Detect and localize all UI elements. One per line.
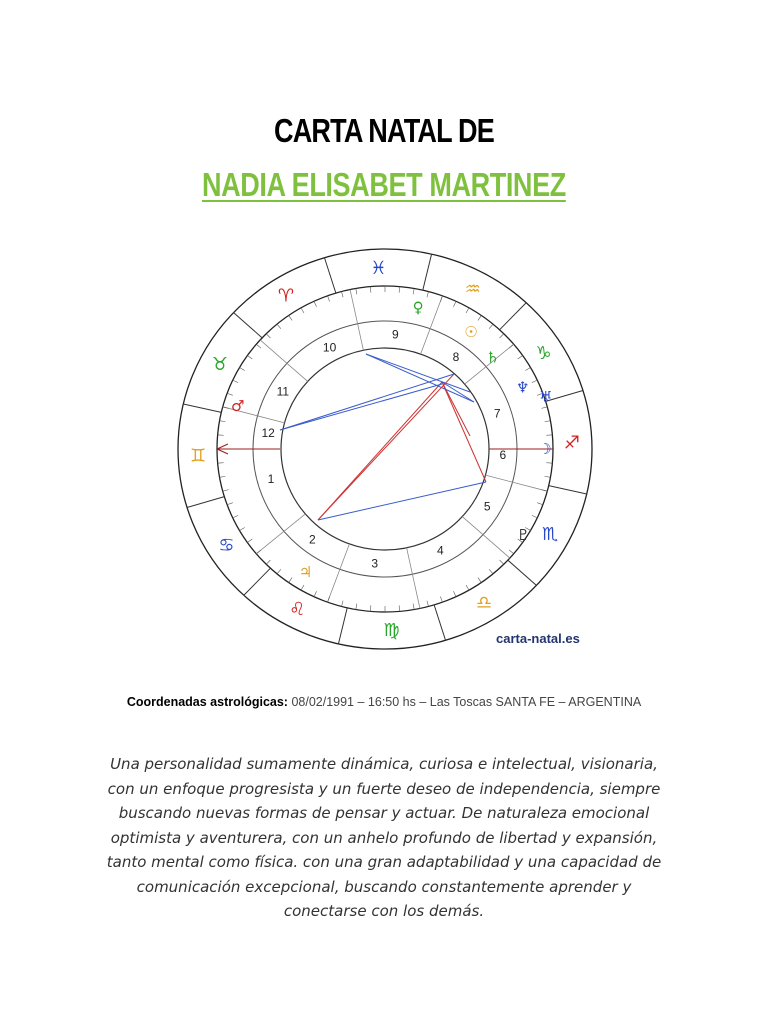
degree-tick xyxy=(546,463,552,464)
degree-tick xyxy=(356,288,357,294)
degree-tick xyxy=(532,380,537,383)
degree-tick xyxy=(289,578,292,583)
degree-tick xyxy=(301,308,304,313)
degree-tick xyxy=(289,315,292,320)
sign-divider xyxy=(423,254,432,290)
degree-tick xyxy=(399,287,400,293)
sign-divider xyxy=(508,560,537,585)
taurus-icon: ♉ xyxy=(211,354,228,376)
degree-tick xyxy=(489,569,493,574)
house-cusp xyxy=(328,544,350,602)
degree-tick xyxy=(223,407,229,409)
degree-tick xyxy=(247,356,252,359)
aries-icon: ♈ xyxy=(277,285,294,307)
degree-tick xyxy=(509,344,514,348)
degree-tick xyxy=(240,368,245,371)
personality-description: Una personalidad sumamente dinámica, curiosa e intelectual, visionaria, con un enfoque progresista y un fuerte deseo de independencia, siempre buscando nuevas formas de pensar y actuar. De naturaleza emocional optimista y aventurera, con un anhelo profundo de libertad y expansión, tanto mental como física. con una gran adaptabilidad y una capacidad de comunicación excepcional, buscando constantemente aprender y conectarse con los demás. xyxy=(106,755,662,920)
coordinates-label: Coordenadas astrológicas: xyxy=(126,695,288,709)
house-cusp xyxy=(485,475,547,491)
degree-tick xyxy=(277,324,281,329)
sagittarius-icon: ♐ xyxy=(563,432,580,454)
libra-icon: ♎ xyxy=(476,592,493,614)
degree-tick xyxy=(247,539,252,542)
house-number: 10 xyxy=(322,340,337,355)
chart-watermark: carta-natal.es xyxy=(496,631,580,646)
degree-tick xyxy=(500,560,504,564)
degree-tick xyxy=(532,515,537,518)
degree-tick xyxy=(370,605,371,611)
coordinates-value: 08/02/1991 – 16:50 hs – Las Toscas SANTA FE – ARGENTINA xyxy=(291,695,642,709)
house-cusp xyxy=(256,514,305,554)
degree-tick xyxy=(489,324,493,329)
degree-tick xyxy=(233,515,238,518)
house-number: 9 xyxy=(391,327,399,342)
aspect-line xyxy=(280,384,442,430)
degree-tick xyxy=(546,435,552,436)
astrological-coordinates xyxy=(0,695,768,709)
house-number: 3 xyxy=(371,556,379,571)
leo-icon: ♌ xyxy=(289,598,306,620)
gemini-icon: ♊ xyxy=(190,445,207,467)
degree-tick xyxy=(466,585,469,590)
neptune-icon: ♆ xyxy=(516,378,530,397)
degree-tick xyxy=(256,344,261,348)
aspect-line xyxy=(318,482,486,520)
sign-divider xyxy=(183,404,221,412)
pisces-icon: ♓ xyxy=(370,258,387,280)
degree-tick xyxy=(413,604,414,610)
degree-tick xyxy=(218,463,224,464)
degree-tick xyxy=(453,301,456,306)
venus-icon: ♀ xyxy=(412,298,424,317)
degree-tick xyxy=(541,407,547,409)
degree-tick xyxy=(541,490,547,492)
degree-tick xyxy=(478,315,481,320)
house-number: 11 xyxy=(276,384,290,399)
house-number: 6 xyxy=(499,448,507,463)
degree-tick xyxy=(342,601,344,607)
degree-tick xyxy=(427,292,429,298)
degree-tick xyxy=(266,560,270,564)
house-number: 1 xyxy=(267,471,275,486)
degree-tick xyxy=(440,597,442,603)
degree-tick xyxy=(240,528,245,531)
sign-divider xyxy=(324,258,335,293)
page-title: CARTA NATAL DE xyxy=(273,112,495,149)
degree-tick xyxy=(328,597,330,603)
degree-tick xyxy=(478,578,481,583)
degree-tick xyxy=(223,490,229,492)
house-number: 4 xyxy=(437,543,444,558)
degree-tick xyxy=(440,296,442,302)
virgo-icon: ♍ xyxy=(383,619,400,641)
aquarius-icon: ♒ xyxy=(464,279,481,301)
degree-tick xyxy=(370,287,371,293)
degree-tick xyxy=(342,292,344,298)
degree-tick xyxy=(256,550,261,554)
degree-tick xyxy=(328,296,330,302)
house-cusp xyxy=(350,290,363,351)
house-cusp xyxy=(462,517,510,558)
house-number: 7 xyxy=(493,406,501,421)
sign-divider xyxy=(434,605,445,640)
degree-tick xyxy=(545,476,551,477)
natal-chart-wheel xyxy=(170,244,600,654)
house-number: 12 xyxy=(261,425,275,440)
saturn-icon: ♄ xyxy=(486,348,500,367)
sign-divider xyxy=(500,303,527,330)
degree-tick xyxy=(220,421,226,422)
house-number: 5 xyxy=(483,499,491,514)
degree-tick xyxy=(427,601,429,607)
degree-tick xyxy=(314,591,317,596)
degree-tick xyxy=(233,380,238,383)
uranus-icon: ♅ xyxy=(539,387,553,406)
house-cusp xyxy=(421,296,443,354)
degree-tick xyxy=(356,604,357,610)
person-name: NADIA ELISABET MARTINEZ xyxy=(202,166,566,203)
degree-tick xyxy=(500,334,504,338)
pluto-icon: ♇ xyxy=(516,526,531,545)
degree-tick xyxy=(301,585,304,590)
degree-tick xyxy=(509,550,514,554)
degree-tick xyxy=(227,503,233,505)
degree-tick xyxy=(314,301,317,306)
degree-tick xyxy=(399,605,400,611)
house-number: 2 xyxy=(309,532,316,547)
degree-tick xyxy=(277,569,281,574)
aspect-line xyxy=(442,382,486,482)
degree-tick xyxy=(220,476,226,477)
sign-divider xyxy=(187,497,224,508)
jupiter-icon: ♃ xyxy=(298,562,313,581)
moon-icon: ☽ xyxy=(538,440,552,458)
aspect-circle xyxy=(281,348,489,550)
mars-icon: ♂ xyxy=(231,397,245,416)
house-ring xyxy=(253,321,517,577)
degree-tick xyxy=(525,368,530,371)
sign-divider xyxy=(234,313,263,338)
cancer-icon: ♋ xyxy=(218,534,235,556)
degree-tick xyxy=(218,435,224,436)
degree-tick xyxy=(545,421,551,422)
degree-tick xyxy=(518,356,523,359)
sign-divider xyxy=(338,608,347,644)
degree-tick xyxy=(227,393,233,395)
degree-tick xyxy=(453,591,456,596)
person-name-heading xyxy=(0,166,768,204)
sun-icon: ☉ xyxy=(464,322,478,341)
degree-tick xyxy=(537,503,543,505)
degree-tick xyxy=(413,288,414,294)
house-cusp xyxy=(260,340,308,381)
house-number: 8 xyxy=(452,350,460,365)
sign-divider xyxy=(549,486,587,494)
house-cusp xyxy=(407,548,420,609)
degree-tick xyxy=(466,308,469,313)
degree-tick xyxy=(266,334,270,338)
sign-divider xyxy=(244,568,271,595)
scorpio-icon: ♏ xyxy=(542,523,559,545)
capricorn-icon: ♑ xyxy=(535,343,552,365)
